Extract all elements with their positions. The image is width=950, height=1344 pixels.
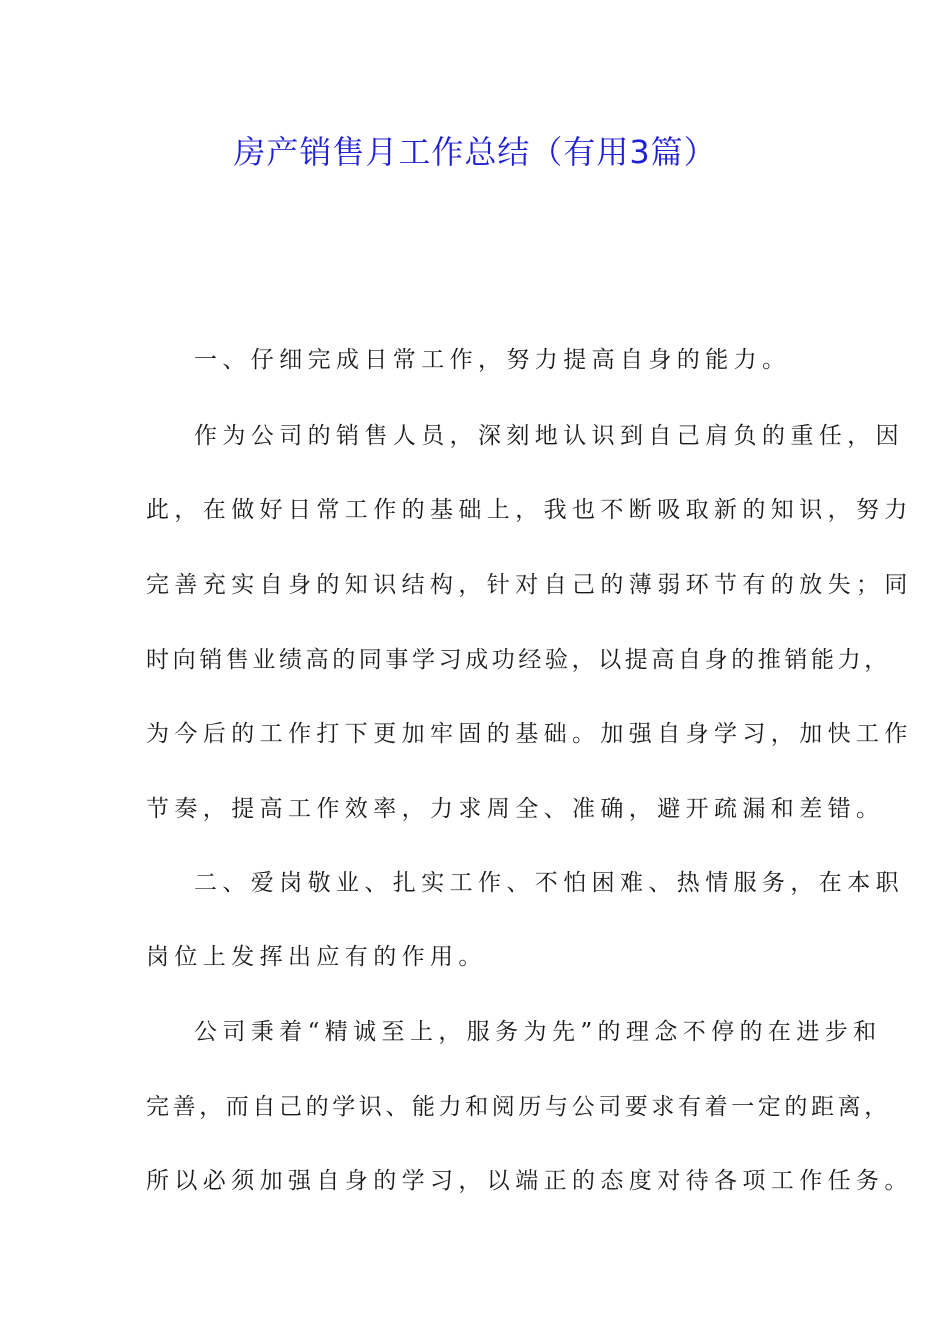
paragraph-2-line-4: 时向销售业绩高的同事学习成功经验，以提高自身的推销能力， [146, 647, 891, 673]
paragraph-2-line-6: 节奏，提高工作效率，力求周全、准确，避开疏漏和差错。 [146, 796, 885, 822]
paragraph-4-line-3: 所以必须加强自身的学习，以端正的态度对待各项工作任务。 [146, 1168, 913, 1194]
paragraph-3-line-2: 岗位上发挥出应有的作用。 [146, 944, 487, 970]
paragraph-2-line-3: 完善充实自身的知识结构，针对自己的薄弱环节有的放失；同 [146, 572, 913, 598]
paragraph-2-line-1: 作为公司的销售人员，深刻地认识到自己肩负的重任，因 [194, 423, 904, 449]
paragraph-4-line-1: 公司秉着“精诚至上，服务为先”的理念不停的在进步和 [194, 1019, 882, 1045]
paragraph-2-line-5: 为今后的工作打下更加牢固的基础。加强自身学习，加快工作 [146, 721, 913, 747]
document-title: 房产销售月工作总结（有用3篇） [233, 133, 717, 171]
paragraph-1-heading: 一、仔细完成日常工作，努力提高自身的能力。 [194, 347, 791, 373]
paragraph-4-line-2: 完善，而自己的学识、能力和阅历与公司要求有着一定的距离， [146, 1094, 891, 1120]
paragraph-2-line-2: 此，在做好日常工作的基础上，我也不断吸取新的知识，努力 [146, 497, 913, 523]
paragraph-3-line-1: 二、爱岗敬业、扎实工作、不怕困难、热情服务，在本职 [194, 870, 904, 896]
